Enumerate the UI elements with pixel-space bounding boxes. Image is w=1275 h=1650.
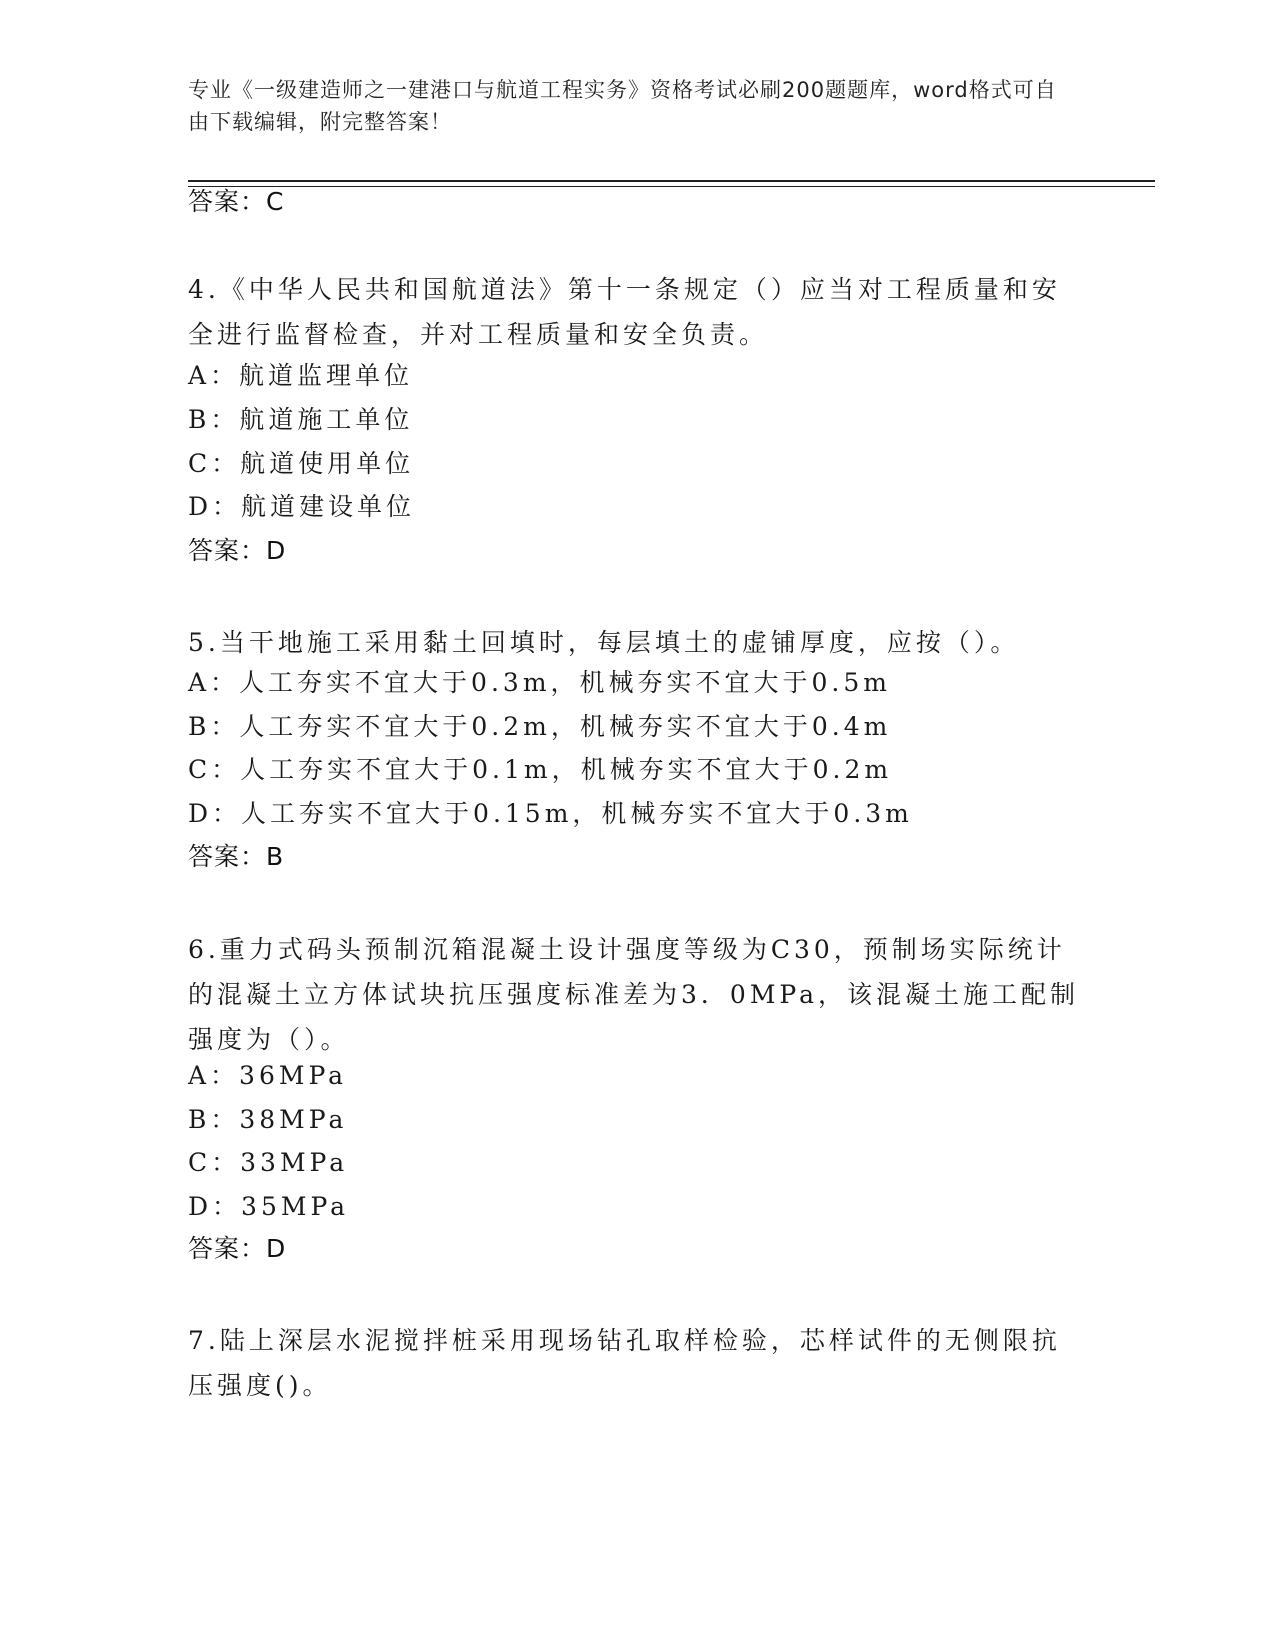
document-header: 专业《一级建造师之一建港口与航道工程实务》资格考试必刷200题题库，word格式可自由下载编辑，附完整答案！ xyxy=(188,78,1057,134)
answer-q3: 答案：C xyxy=(188,187,285,216)
answer-q6: 答案：D xyxy=(188,1234,287,1263)
question-5-option-d: D：人工夯实不宜大于0.15m，机械夯实不宜大于0.3m xyxy=(188,799,913,828)
question-6-option-b: B：38MPa xyxy=(188,1105,348,1134)
answer-q5: 答案：B xyxy=(188,842,285,871)
question-5-stem: 5.当干地施工采用黏土回填时，每层填土的虚铺厚度，应按（）。 xyxy=(188,628,1020,657)
question-5-option-c: C：人工夯实不宜大于0.1m，机械夯实不宜大于0.2m xyxy=(188,755,893,784)
question-6-option-c: C：33MPa xyxy=(188,1148,349,1177)
question-6-stem: 6.重力式码头预制沉箱混凝土设计强度等级为C30，预制场实际统计的混凝土立方体试块抗压强度标准差为3．0MPa，该混凝土施工配制强度为（）。 xyxy=(188,935,1080,1054)
question-5-option-b: B：人工夯实不宜大于0.2m，机械夯实不宜大于0.4m xyxy=(188,712,892,741)
question-6-option-a: A：36MPa xyxy=(188,1061,348,1090)
answer-q4: 答案：D xyxy=(188,536,287,565)
question-4-option-b: B：航道施工单位 xyxy=(188,405,414,434)
question-5-option-a: A：人工夯实不宜大于0.3m，机械夯实不宜大于0.5m xyxy=(188,668,891,697)
header-divider xyxy=(188,180,1155,182)
header-divider-thin xyxy=(188,186,1155,187)
question-4-option-c: C：航道使用单位 xyxy=(188,449,415,478)
question-7-stem: 7.陆上深层水泥搅拌桩采用现场钻孔取样检验，芯样试件的无侧限抗压强度()。 xyxy=(188,1326,1061,1400)
question-4-option-a: A：航道监理单位 xyxy=(188,361,414,390)
question-4-stem: 4.《中华人民共和国航道法》第十一条规定（）应当对工程质量和安全进行监督检查，并对工程质量和安全负责。 xyxy=(188,275,1061,349)
question-4-option-d: D：航道建设单位 xyxy=(188,492,416,521)
question-6-option-d: D：35MPa xyxy=(188,1192,350,1221)
